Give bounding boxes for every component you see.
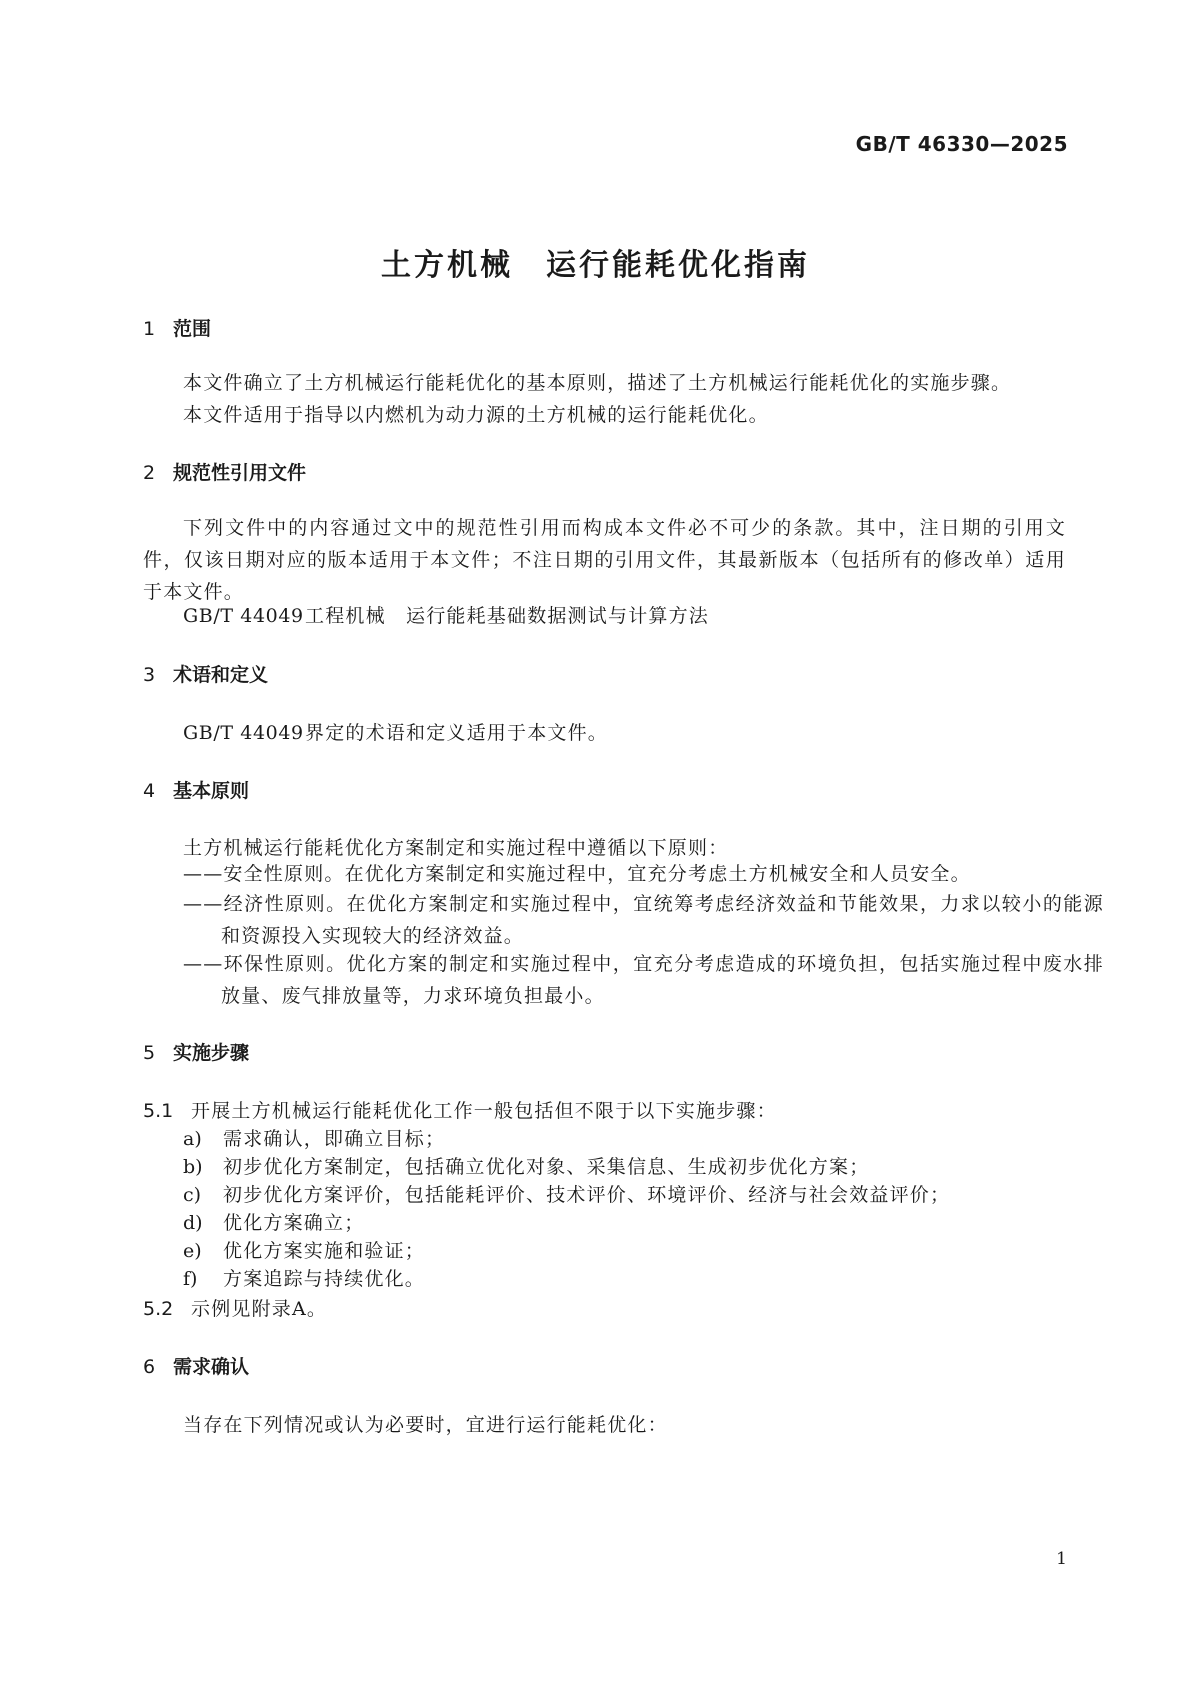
step-list-item: [183, 1236, 425, 1263]
clause-5-2: [143, 1294, 327, 1321]
section-number: 1: [143, 318, 156, 340]
step-list-item: [183, 1124, 445, 1151]
document-title: 土方机械 运行能耗优化指南: [381, 248, 810, 283]
needs-paragraph: 当存在下列情况或认为必要时，宜进行运行能耗优化：: [183, 1414, 668, 1436]
section-number: 2: [143, 462, 156, 484]
document-number: GB/T 46330—2025: [855, 132, 1068, 156]
normative-paragraph: 下列文件中的内容通过文中的规范性引用而构成本文件必不可少的条款。其中，注日期的引用文件，仅该日期对应的版本适用于本文件；不注日期的引用文件，其最新版本（包括所有的修改单）适用于本文件。: [143, 517, 1066, 603]
scope-paragraph-2: 本文件适用于指导以内燃机为动力源的土方机械的运行能耗优化。: [183, 404, 769, 426]
section-title: 基本原则: [173, 780, 250, 802]
section-title: 规范性引用文件: [173, 462, 307, 484]
terms-text: 界定的术语和定义适用于本文件。: [305, 722, 609, 744]
section-heading-needs: [143, 1352, 249, 1379]
list-label: c): [183, 1184, 202, 1206]
clause-5-1: [143, 1096, 777, 1123]
clause-number: 5.1: [143, 1100, 174, 1122]
section-title: 实施步骤: [173, 1042, 250, 1064]
section-title: 需求确认: [173, 1356, 250, 1378]
reference-code: GB/T 44049: [183, 605, 304, 627]
clause-text: 示例见附录A。: [191, 1298, 328, 1320]
step-list-item: [183, 1264, 425, 1291]
principle-item: ——经济性原则。在优化方案制定和实施过程中，宜统筹考虑经济效益和节能效果，力求以较小的能源和资源投入实现较大的经济效益。: [183, 893, 1104, 947]
section-heading-steps: [143, 1038, 249, 1065]
section-title: 范围: [173, 318, 212, 340]
section-number: 5: [143, 1042, 156, 1064]
section-heading-normative-references: [143, 458, 306, 485]
normative-reference: [183, 601, 709, 628]
section-title: 术语和定义: [173, 664, 269, 686]
list-text: 优化方案实施和验证；: [223, 1240, 426, 1262]
scope-paragraph-1: 本文件确立了土方机械运行能耗优化的基本原则，描述了土方机械运行能耗优化的实施步骤。: [183, 372, 1012, 394]
list-label: f): [183, 1268, 198, 1290]
step-list-item: [183, 1180, 950, 1207]
section-number: 4: [143, 780, 156, 802]
clause-number: 5.2: [143, 1298, 174, 1320]
list-label: d): [183, 1212, 203, 1234]
list-text: 初步优化方案制定，包括确立优化对象、采集信息、生成初步优化方案；: [223, 1156, 870, 1178]
principles-intro: 土方机械运行能耗优化方案制定和实施过程中遵循以下原则：: [183, 837, 729, 859]
list-label: e): [183, 1240, 202, 1262]
section-number: 6: [143, 1356, 156, 1378]
step-list-item: [183, 1152, 869, 1179]
terms-paragraph: [183, 718, 608, 745]
reference-code: GB/T 44049: [183, 722, 304, 744]
clause-text: 开展土方机械运行能耗优化工作一般包括但不限于以下实施步骤：: [191, 1100, 777, 1122]
step-list-item: [183, 1208, 364, 1235]
section-heading-scope: [143, 314, 211, 341]
section-number: 3: [143, 664, 156, 686]
principle-item: ——安全性原则。在优化方案制定和实施过程中，宜充分考虑土方机械安全和人员安全。: [183, 863, 971, 885]
section-heading-terms: [143, 660, 268, 687]
section-heading-principles: [143, 776, 249, 803]
principle-item: ——环保性原则。优化方案的制定和实施过程中，宜充分考虑造成的环境负担，包括实施过程中废水排放量、废气排放量等，力求环境负担最小。: [183, 953, 1104, 1007]
list-text: 需求确认，即确立目标；: [223, 1128, 446, 1150]
list-label: b): [183, 1156, 203, 1178]
page-number: 1: [1056, 1549, 1067, 1569]
list-label: a): [183, 1128, 202, 1150]
list-text: 方案追踪与持续优化。: [223, 1268, 426, 1290]
reference-title: 工程机械 运行能耗基础数据测试与计算方法: [305, 605, 710, 627]
list-text: 优化方案确立；: [223, 1212, 365, 1234]
list-text: 初步优化方案评价，包括能耗评价、技术评价、环境评价、经济与社会效益评价；: [223, 1184, 951, 1206]
